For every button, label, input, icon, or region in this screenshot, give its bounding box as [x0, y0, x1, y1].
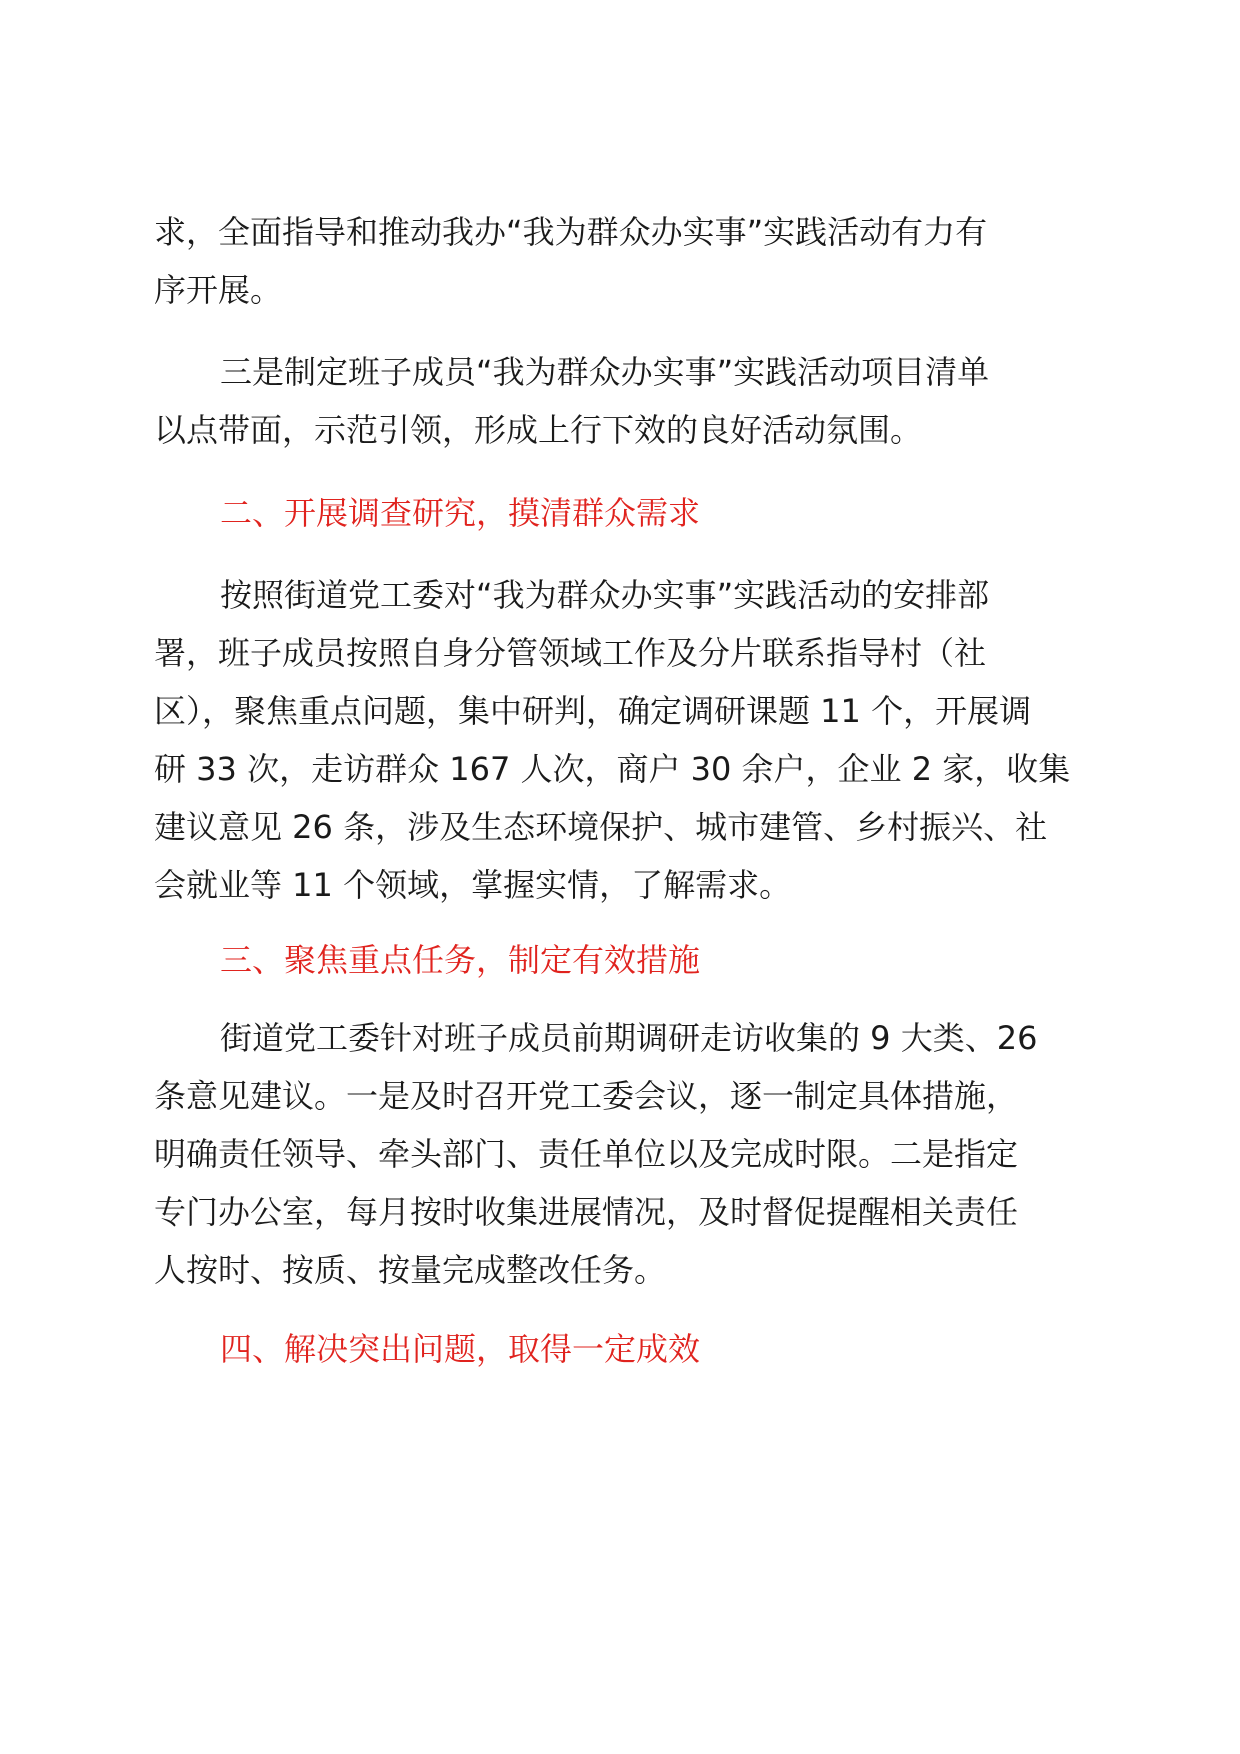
paragraph-line: 条意见建议。一是及时召开党工委会议，逐一制定具体措施， [154, 1077, 1019, 1115]
paragraph-line: 区），聚焦重点问题，集中研判，确定调研课题 11 个，开展调 [154, 692, 1032, 730]
section-heading-3: 三、聚焦重点任务，制定有效措施 [220, 941, 701, 979]
section-heading-2: 二、开展调查研究，摸清群众需求 [220, 494, 701, 532]
section-heading-4: 四、解决突出问题，取得一定成效 [220, 1330, 701, 1368]
paragraph-line: 序开展。 [154, 271, 283, 309]
paragraph-line: 建议意见 26 条，涉及生态环境保护、城市建管、乡村振兴、社 [154, 808, 1048, 846]
paragraph-line: 会就业等 11 个领域，掌握实情，了解需求。 [154, 866, 792, 904]
paragraph-line: 街道党工委针对班子成员前期调研走访收集的 9 大类、26 [220, 1019, 1038, 1057]
paragraph-line: 明确责任领导、牵头部门、责任单位以及完成时限。二是指定 [154, 1135, 1019, 1173]
paragraph-line: 研 33 次，走访群众 167 人次，商户 30 余户，企业 2 家，收集 [154, 750, 1071, 788]
paragraph-line: 以点带面，示范引领，形成上行下效的良好活动氛围。 [154, 411, 923, 449]
paragraph-line: 人按时、按质、按量完成整改任务。 [154, 1251, 667, 1289]
paragraph-line: 求，全面指导和推动我办“我为群众办实事”实践活动有力有 [154, 213, 988, 251]
paragraph-line: 署，班子成员按照自身分管领域工作及分片联系指导村（社 [154, 634, 987, 672]
paragraph-line: 按照街道党工委对“我为群众办实事”实践活动的安排部 [220, 576, 990, 614]
paragraph-line: 三是制定班子成员“我为群众办实事”实践活动项目清单 [220, 353, 990, 391]
paragraph-line: 专门办公室，每月按时收集进展情况，及时督促提醒相关责任 [154, 1193, 1019, 1231]
